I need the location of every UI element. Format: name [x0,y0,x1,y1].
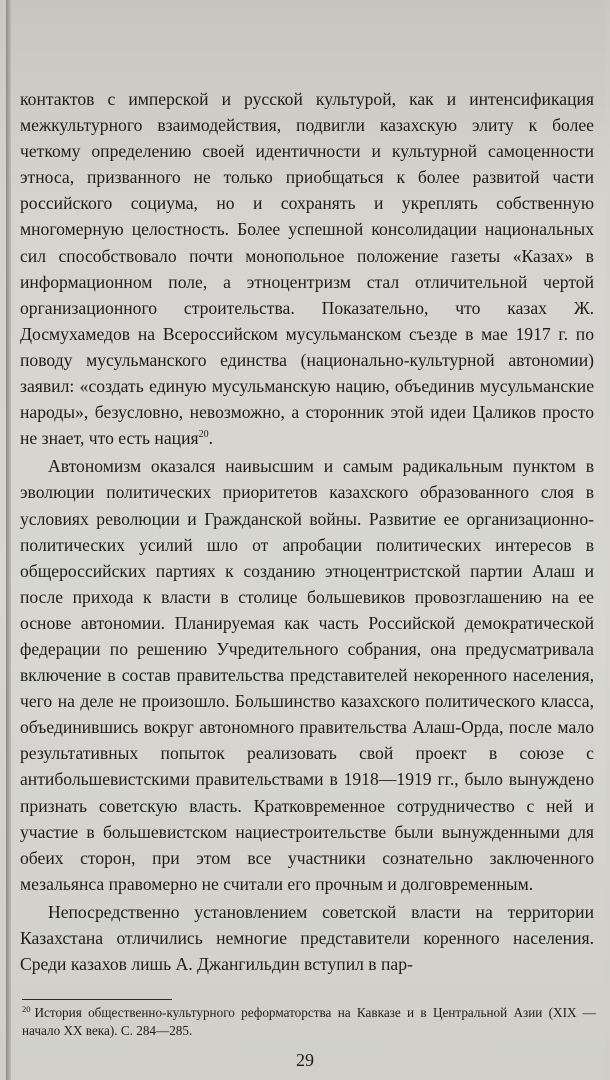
paragraph-1: контактов с имперской и русской культурой, как и интенсификация межкультурного взаимодействия, подвигли казахскую элиту к более четкому определению своей идентичности и культурной самоценности этноса, призванного не только приобщаться к более развитой части российского социума, но и сохранять и укреплять собственную многомерную целостность. Более успешной консолидации национальных сил способствовало почти монопольное положение газеты «Казах» в информационном поле, а этноцентризм стал отличительной чертой организационного строительства. Показательно, что казах Ж. Досмухамедов на Всероссийском мусульманском съезде в мае 1917 г. по поводу мусульманского единства (национально-культурной автономии) заявил: «создать единую мусульманскую нацию, объединив мусульманские народы», безусловно, невозможно, а сторонник этой идеи Цаликов просто не знает, что есть нация$^{20}$. [20,89,594,449]
footnote-text: История общественно-культурного реформаторства на Кавказе и в Центральной Азии (XIX — начало XX века). С. 284—285. [22,1005,596,1038]
paragraph-1-text: контактов с имперской и русской культурой, как и интенсификация межкультурного взаимодействия, подвигли казахскую элиту к более четкому определению своей идентичности и культурной самоценности этноса, призванного не только приобщаться к более развитой части российского социума, но и сохранять и укреплять собственную многомерную целостность. Более успешной консолидации национальных сил способствовало почти монопольное положение газеты «Казах» в информационном поле, а этноцентризм стал отличительной чертой организационного строительства. Показательно, что казах Ж. Досмухамедов на Всероссийском мусульманском съезде в мае 1917 г. по поводу мусульманского единства (национально-культурной автономии) заявил: «создать единую мусульманскую нацию, объединив мусульманские народы», безусловно, невозможно, а сторонник этой идеи Цаликов просто не знает, что есть нация [20,89,594,449]
footnote-number: 20 [22,1003,31,1014]
paragraph-2: Автономизм оказался наивысшим и самым радикальным пунктом в эволюции политических приоритетов казахского образованного слоя в условиях революции и Гражданской войны. Развитие ее организационно-политических усилий шло от апробации политических интересов в общероссийских партиях к созданию этноцентристской партии Алаш и после прихода к власти в столице большевиков провозглашению на ее основе автономии. Планируемая как часть Российской демократической федерации по решению Учредительного собрания, она предусматривала включение в состав правительства представителей некоренного населения, чего на деле не произошло. Большинство казахского политического класса, объединившись вокруг автономного правительства Алаш-Орда, после мало результативных попыток реализовать свой проект в союзе с антибольшевистскими правительствами в 1918—1919 гг., было вынуждено признать советскую власть. Кратковременное сотрудничество с ней и участие в большевистском нациестроительстве были вынужденными для обеих сторон, при этом все участники сознательно заключенного мезальянса правомерно не считали его прочным и долговременным. [20,456,594,894]
footnote-reference: 20 [198,429,209,441]
footnote-divider [22,999,172,1000]
main-text [20,86,594,977]
footnote [22,1004,596,1040]
paragraph-3: Непосредственно установлением советской власти на территории Казахстана отличились немногие представители коренного населения. Среди казахов лишь А. Джангильдин вступил в пар- [20,901,594,975]
page-number: 29 [296,1050,314,1070]
page-edge-shadow [6,0,11,1080]
